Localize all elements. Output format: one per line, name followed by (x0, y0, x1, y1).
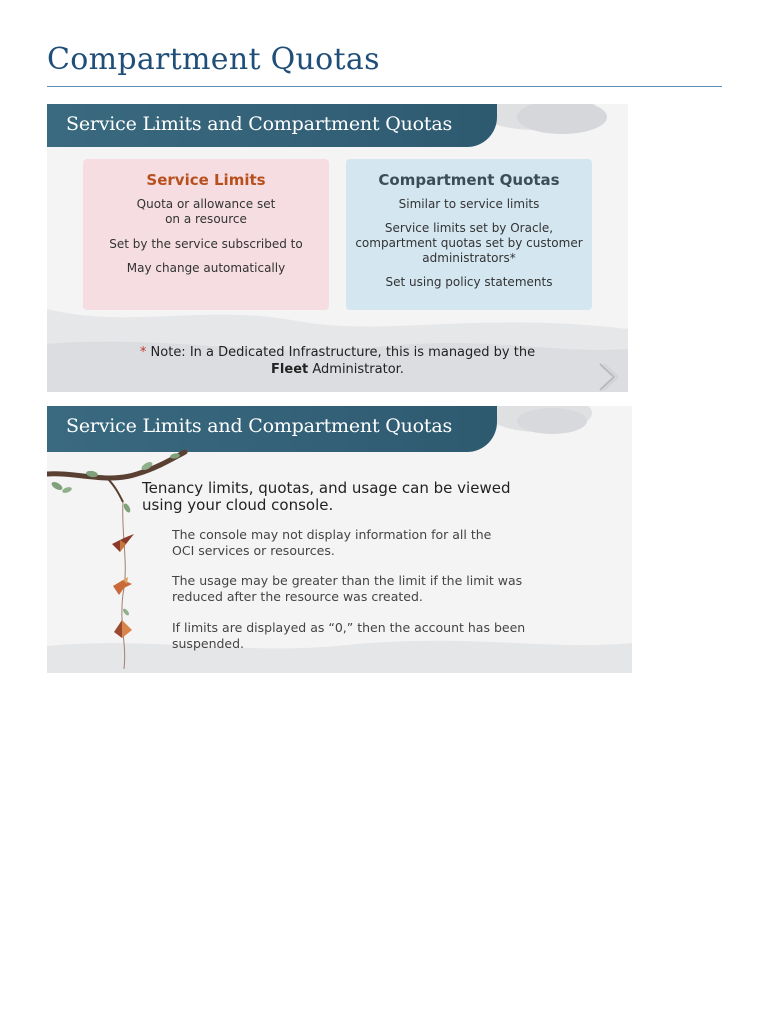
slide-heading: Service Limits and Compartment Quotas (66, 415, 452, 437)
bullet-text: The console may not display information for all the OCI services or resources. (172, 527, 492, 558)
slide-tenancy-limits (47, 406, 632, 673)
tenancy-lead-text: Tenancy limits, quotas, and usage can be viewed using your cloud console. (142, 479, 511, 514)
compartment-quotas-line: Service limits set by Oracle, compartment quotas set by customer administrators* (355, 221, 583, 265)
origami-bird-icon (110, 618, 136, 640)
compartment-quotas-panel (346, 159, 592, 310)
note-text-end: Administrator. (308, 362, 404, 377)
page-title: Compartment Quotas (47, 42, 380, 77)
bullet-text: If limits are displayed as “0,” then the account has been suspended. (172, 620, 526, 651)
service-limits-line: Quota or allowance set on a resource (136, 197, 276, 226)
slide-banner (47, 104, 497, 147)
chevron-right-icon (596, 362, 618, 392)
service-limits-title: Service Limits (146, 171, 266, 189)
note-text: Note: In a Dedicated Infrastructure, this is managed by the (146, 345, 536, 360)
cloud-decoration (517, 408, 587, 434)
compartment-quotas-line: Set using policy statements (385, 275, 553, 289)
origami-bird-icon (110, 532, 136, 554)
slide-heading: Service Limits and Compartment Quotas (66, 113, 452, 135)
compartment-quotas-title: Compartment Quotas (378, 171, 560, 189)
service-limits-panel (83, 159, 329, 310)
compartment-quotas-line: Similar to service limits (398, 197, 540, 211)
slide-service-limits-vs-quotas (47, 104, 628, 392)
title-divider (47, 86, 722, 87)
dedicated-infrastructure-note (47, 344, 628, 378)
origami-bird-icon (110, 576, 136, 598)
note-asterisk: * (139, 345, 147, 360)
service-limits-line: Set by the service subscribed to (109, 237, 303, 251)
bullet-text: The usage may be greater than the limit if the limit was reduced after the resource was created. (172, 573, 523, 604)
service-limits-line: May change automatically (126, 261, 286, 275)
note-bold-text: Fleet (271, 362, 309, 377)
